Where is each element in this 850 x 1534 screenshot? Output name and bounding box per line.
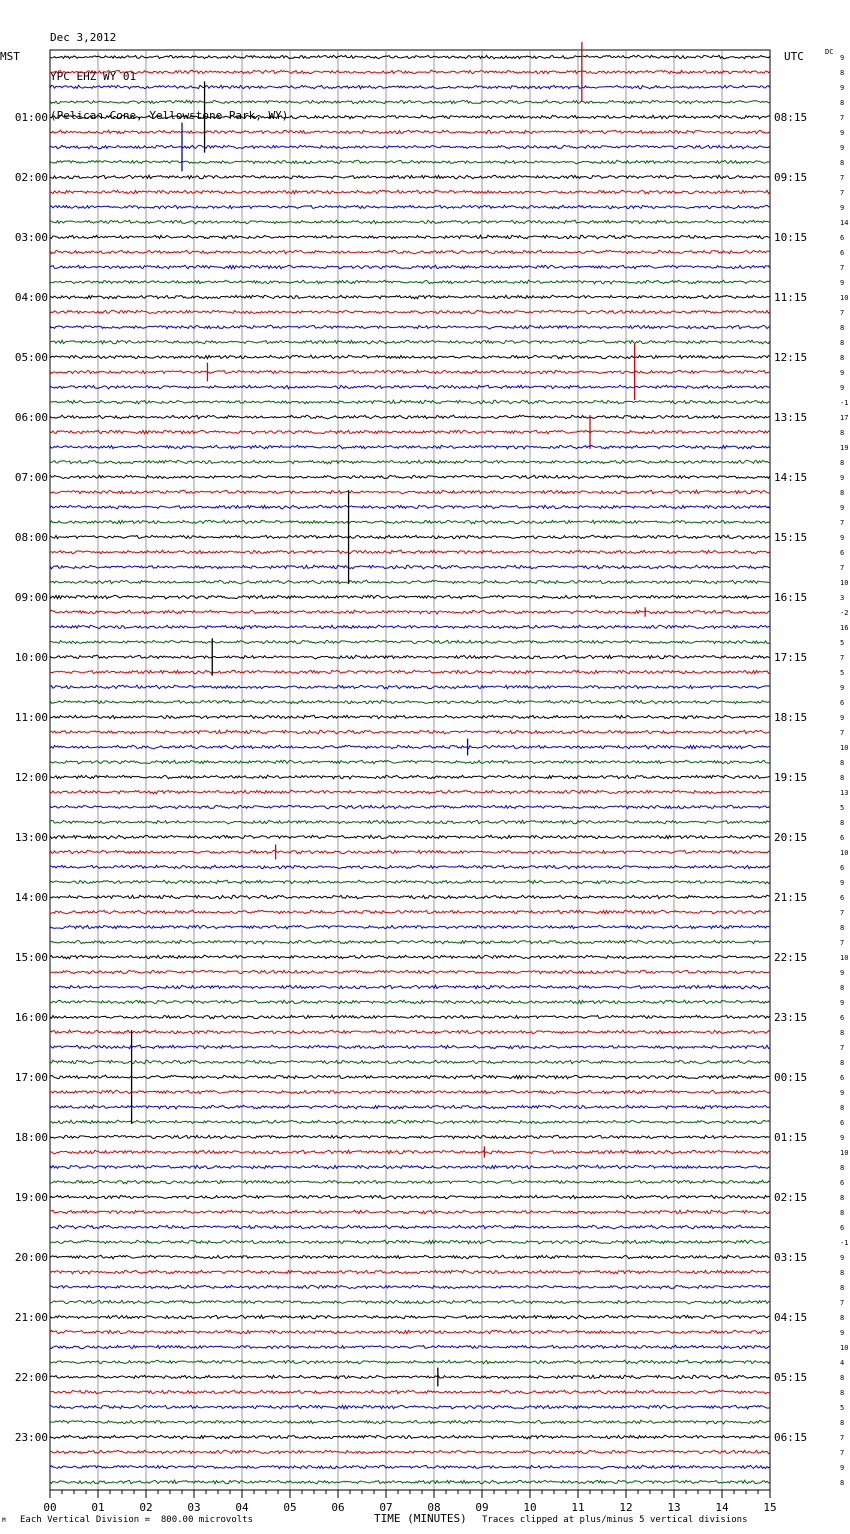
dc-offset-label: 8 [840, 819, 845, 827]
dc-offset-label: 6 [840, 1179, 845, 1187]
x-tick-label: 13 [667, 1501, 681, 1514]
seismic-trace [50, 520, 770, 524]
mst-hour-label: 05:00 [14, 351, 48, 364]
seismic-trace [50, 1360, 770, 1364]
dc-offset-label: 8 [840, 1164, 845, 1172]
seismic-trace [50, 970, 770, 974]
dc-offset-label: 9 [840, 474, 845, 482]
seismic-trace [50, 715, 770, 719]
seismic-trace [50, 130, 770, 134]
dc-offset-label: 8 [840, 159, 845, 167]
seismic-trace [50, 1420, 770, 1424]
mst-hour-label: 09:00 [14, 591, 48, 604]
mst-hour-label: 16:00 [14, 1011, 48, 1024]
seismic-trace [50, 565, 770, 569]
dc-offset-label: 9 [840, 969, 845, 977]
seismic-trace [50, 400, 770, 404]
dc-offset-label: 3 [840, 594, 845, 602]
mst-hour-label: 13:00 [14, 831, 48, 844]
dc-offset-label: 9 [840, 1329, 845, 1337]
dc-offset-label: 9 [840, 879, 845, 887]
x-tick-label: 07 [379, 1501, 393, 1514]
seismic-trace [50, 1435, 770, 1439]
mst-hour-label: 20:00 [14, 1251, 48, 1264]
x-axis-title: TIME (MINUTES) [374, 1512, 467, 1525]
dc-offset-label: 8 [840, 339, 845, 347]
seismic-trace [50, 1195, 770, 1199]
chart-date: Dec 3,2012 [50, 31, 117, 44]
mst-hour-label: 10:00 [14, 651, 48, 664]
seismic-trace [50, 1135, 770, 1139]
seismic-trace [50, 190, 770, 194]
seismic-trace [50, 1225, 770, 1229]
seismic-trace [50, 1165, 770, 1169]
x-tick-label: 00 [43, 1501, 57, 1514]
seismic-trace [50, 385, 770, 389]
dc-offset-label: -2 [840, 609, 849, 617]
seismic-trace [50, 805, 770, 809]
seismic-trace [50, 70, 770, 74]
dc-offset-label: 10 [840, 849, 849, 857]
dc-offset-label: 8 [840, 1374, 845, 1382]
clip-note: Traces clipped at plus/minus 5 vertical divisions [482, 1515, 748, 1525]
mst-hour-label: 19:00 [14, 1191, 48, 1204]
utc-hour-label: 03:15 [774, 1251, 808, 1264]
x-tick-label: 06 [331, 1501, 345, 1514]
dc-offset-label: 7 [840, 1299, 845, 1307]
seismic-trace [50, 1270, 770, 1274]
dc-offset-label: 13 [840, 789, 849, 797]
right-timezone-label: UTC [784, 50, 804, 63]
dc-offset-label: 8 [840, 924, 845, 932]
dc-offset-label: 6 [840, 1074, 845, 1082]
seismic-trace [50, 475, 770, 478]
utc-hour-label: 09:15 [774, 171, 808, 184]
mst-hour-label: 21:00 [14, 1311, 48, 1324]
dc-offset-label: 9 [840, 144, 845, 152]
mst-hour-label: 01:00 [14, 111, 48, 124]
seismic-trace [50, 670, 770, 674]
dc-offset-label: 8 [840, 1029, 845, 1037]
mst-hour-label: 08:00 [14, 531, 48, 544]
x-tick-label: 14 [715, 1501, 729, 1514]
seismic-trace [50, 850, 770, 854]
seismic-trace [50, 505, 770, 509]
seismic-trace [50, 1090, 770, 1094]
seismic-trace [50, 85, 770, 89]
dc-offset-label: 10 [840, 1149, 849, 1157]
seismic-trace [50, 790, 770, 794]
station-code: YPC EHZ WY 01 [50, 70, 137, 83]
seismic-trace [50, 1120, 770, 1124]
dc-offset-label: 17 [840, 414, 849, 422]
utc-hour-label: 18:15 [774, 711, 808, 724]
dc-offset-label: 9 [840, 1089, 845, 1097]
dc-offset-label: 7 [840, 519, 845, 527]
dc-offset-label: 7 [840, 309, 845, 317]
x-tick-label: 01 [91, 1501, 105, 1514]
mst-hour-label: 15:00 [14, 951, 48, 964]
dc-offset-label: 7 [840, 264, 845, 272]
dc-offset-label: 9 [840, 684, 845, 692]
dc-offset-label: 16 [840, 624, 849, 632]
dc-offset-label: 6 [840, 249, 845, 257]
seismic-trace [50, 490, 770, 494]
seismic-trace [50, 220, 770, 224]
seismic-trace [50, 55, 770, 59]
dc-offset-label: 8 [840, 489, 845, 497]
utc-hour-label: 04:15 [774, 1311, 808, 1324]
dc-offset-label: 9 [840, 714, 845, 722]
mst-hour-label: 17:00 [14, 1071, 48, 1084]
utc-hour-label: 12:15 [774, 351, 808, 364]
utc-hour-label: 14:15 [774, 471, 808, 484]
seismic-trace [50, 205, 770, 209]
seismic-trace [50, 310, 770, 313]
seismic-trace [50, 685, 770, 689]
dc-offset-label: 8 [840, 1479, 845, 1487]
dc-offset-label: 5 [840, 1404, 845, 1412]
seismic-trace [50, 985, 770, 989]
seismic-trace [50, 1000, 770, 1004]
seismic-trace [50, 250, 770, 254]
seismic-trace [50, 1285, 770, 1288]
seismic-trace [50, 1300, 770, 1304]
seismic-trace [50, 1240, 770, 1244]
seismic-trace [50, 1375, 770, 1379]
dc-offset-label: 8 [840, 759, 845, 767]
dc-offset-label: 6 [840, 1119, 845, 1127]
dc-offset-label: 6 [840, 549, 845, 557]
seismic-trace [50, 910, 770, 914]
dc-offset-label: 10 [840, 954, 849, 962]
seismic-trace [50, 640, 770, 643]
dc-offset-label: 6 [840, 234, 845, 242]
dc-offset-label: 14 [840, 219, 849, 227]
dc-offset-label: 9 [840, 369, 845, 377]
x-axis [43, 1490, 776, 1514]
dc-offset-label: 8 [840, 429, 845, 437]
dc-offset-label: 9 [840, 279, 845, 287]
seismic-trace [50, 1105, 770, 1109]
seismic-trace [50, 1015, 770, 1018]
dc-offset-label: 8 [840, 69, 845, 77]
dc-offset-label: 6 [840, 1014, 845, 1022]
dc-offset-label: 8 [840, 1059, 845, 1067]
dc-offset-label: 9 [840, 1464, 845, 1472]
utc-hour-label: 01:15 [774, 1131, 808, 1144]
dc-offset-label: 4 [840, 1359, 845, 1367]
utc-hour-label: 11:15 [774, 291, 808, 304]
utc-hour-label: 13:15 [774, 411, 808, 424]
seismic-trace [50, 655, 770, 659]
seismic-trace [50, 280, 770, 284]
seismic-trace [50, 625, 770, 629]
dc-offset-label: 7 [840, 1044, 845, 1052]
dc-offset-label: 8 [840, 774, 845, 782]
utc-hour-label: 02:15 [774, 1191, 808, 1204]
seismic-trace [50, 775, 770, 779]
seismic-trace [50, 745, 770, 749]
dc-offset-label: 8 [840, 1389, 845, 1397]
mst-hour-label: 14:00 [14, 891, 48, 904]
mst-hour-label: 18:00 [14, 1131, 48, 1144]
dc-offset-label: 9 [840, 999, 845, 1007]
seismic-trace [50, 925, 770, 929]
mst-hour-label: 04:00 [14, 291, 48, 304]
seismic-trace [50, 1405, 770, 1409]
x-tick-label: 02 [139, 1501, 153, 1514]
mst-hour-label: 22:00 [14, 1371, 48, 1384]
dc-offset-label: 7 [840, 654, 845, 662]
utc-hour-label: 10:15 [774, 231, 808, 244]
mst-hour-label: 02:00 [14, 171, 48, 184]
seismic-trace [50, 1255, 770, 1259]
dc-offset-label: 9 [840, 384, 845, 392]
seismic-trace [50, 895, 770, 899]
dc-offset-label: -1 [840, 1239, 849, 1247]
dc-offset-label: 9 [840, 1254, 845, 1262]
seismic-trace [50, 760, 770, 764]
seismic-trace [50, 175, 770, 179]
seismic-trace [50, 730, 770, 734]
utc-hour-label: 08:15 [774, 111, 808, 124]
seismic-trace [50, 1315, 770, 1319]
dc-offset-label: 10 [840, 579, 849, 587]
seismic-trace [50, 1210, 770, 1214]
seismic-trace [50, 235, 770, 239]
utc-hour-label: 19:15 [774, 771, 808, 784]
dc-offset-label: 8 [840, 1104, 845, 1112]
dc-offset-label: 8 [840, 1209, 845, 1217]
dc-offset-label: 8 [840, 354, 845, 362]
x-tick-label: 12 [619, 1501, 633, 1514]
dc-offset-label: 8 [840, 1314, 845, 1322]
dc-offset-label: 7 [840, 174, 845, 182]
seismic-trace [50, 370, 770, 374]
dc-offset-label: 9 [840, 129, 845, 137]
seismic-trace [50, 100, 770, 104]
corner-mark: M [2, 1517, 6, 1524]
seismic-trace [50, 1465, 770, 1469]
dc-offset-label: 9 [840, 84, 845, 92]
mst-hour-label: 03:00 [14, 231, 48, 244]
seismic-trace [50, 1180, 770, 1184]
seismic-trace [50, 880, 770, 884]
seismic-trace [50, 445, 770, 449]
dc-offset-label: 10 [840, 744, 849, 752]
seismic-trace [50, 460, 770, 464]
station-location: (Pelican Cone, Yellowstone Park, WY) [50, 109, 289, 122]
seismic-trace [50, 1480, 770, 1484]
seismic-trace [50, 160, 770, 164]
mst-hour-label: 06:00 [14, 411, 48, 424]
seismic-trace [50, 1390, 770, 1394]
dc-offset-label: 8 [840, 1284, 845, 1292]
seismic-trace [50, 430, 770, 434]
seismic-trace [50, 700, 770, 704]
left-timezone-label: MST [0, 50, 20, 63]
seismic-trace [50, 325, 770, 329]
utc-hour-label: 22:15 [774, 951, 808, 964]
dc-offset-label: 8 [840, 324, 845, 332]
seismic-trace [50, 1060, 770, 1064]
mst-hour-label: 07:00 [14, 471, 48, 484]
seismic-trace [50, 295, 770, 299]
dc-offset-label: 8 [840, 1419, 845, 1427]
dc-offset-label: 6 [840, 699, 845, 707]
scale-note: Each Vertical Division = 800.00 microvolts [20, 1515, 253, 1525]
dc-offset-label: 9 [840, 204, 845, 212]
seismic-trace [50, 1150, 770, 1154]
mst-hour-label: 12:00 [14, 771, 48, 784]
dc-offset-label: 7 [840, 939, 845, 947]
dc-offset-label: 5 [840, 639, 845, 647]
seismic-trace [50, 1075, 770, 1079]
dc-offset-label: 9 [840, 534, 845, 542]
x-tick-label: 11 [571, 1501, 585, 1514]
seismic-trace [50, 415, 770, 419]
utc-hour-label: 21:15 [774, 891, 808, 904]
dc-offset-label: 19 [840, 444, 849, 452]
utc-hour-label: 17:15 [774, 651, 808, 664]
dc-column-label: DC [825, 48, 834, 56]
mst-hour-label: 11:00 [14, 711, 48, 724]
seismic-trace [50, 580, 770, 584]
seismic-trace [50, 535, 770, 539]
utc-hour-label: 00:15 [774, 1071, 808, 1084]
dc-offset-label: 7 [840, 564, 845, 572]
seismic-trace [50, 265, 770, 269]
utc-hour-label: 16:15 [774, 591, 808, 604]
dc-offset-label: 10 [840, 1344, 849, 1352]
x-tick-label: 04 [235, 1501, 249, 1514]
seismic-trace [50, 820, 770, 824]
seismic-trace [50, 610, 770, 614]
seismic-trace [50, 955, 770, 959]
seismic-trace [50, 1330, 770, 1334]
x-tick-label: 09 [475, 1501, 489, 1514]
dc-offset-label: 6 [840, 894, 845, 902]
dc-offset-label: 7 [840, 1449, 845, 1457]
utc-hour-label: 23:15 [774, 1011, 808, 1024]
seismic-trace [50, 1030, 770, 1034]
dc-offset-label: 9 [840, 1134, 845, 1142]
x-tick-label: 15 [763, 1501, 777, 1514]
dc-offset-label: 9 [840, 54, 845, 62]
mst-hour-label: 23:00 [14, 1431, 48, 1444]
dc-offset-label: 8 [840, 459, 845, 467]
seismic-trace [50, 115, 770, 119]
seismic-trace [50, 1045, 770, 1049]
seismic-trace [50, 355, 770, 359]
dc-offset-label: 7 [840, 729, 845, 737]
dc-offset-label: 7 [840, 1434, 845, 1442]
dc-offset-label: 10 [840, 294, 849, 302]
dc-offset-label: 8 [840, 984, 845, 992]
dc-offset-label: 5 [840, 804, 845, 812]
x-tick-label: 05 [283, 1501, 297, 1514]
x-tick-label: 08 [427, 1501, 441, 1514]
dc-offset-label: 6 [840, 1224, 845, 1232]
dc-offset-label: 6 [840, 834, 845, 842]
dc-offset-label: 7 [840, 909, 845, 917]
x-tick-label: 10 [523, 1501, 537, 1514]
utc-hour-label: 20:15 [774, 831, 808, 844]
seismic-trace [50, 865, 770, 869]
x-tick-label: 03 [187, 1501, 201, 1514]
dc-offset-label: -1 [840, 399, 849, 407]
seismic-trace [50, 145, 770, 149]
trace-group [50, 42, 770, 1484]
dc-offset-label: 8 [840, 99, 845, 107]
utc-hour-label: 05:15 [774, 1371, 808, 1384]
dc-offset-label: 7 [840, 114, 845, 122]
seismic-trace [50, 1345, 770, 1349]
seismic-trace [50, 940, 770, 944]
dc-offset-label: 8 [840, 1269, 845, 1277]
seismic-trace [50, 835, 770, 839]
dc-offset-label: 7 [840, 189, 845, 197]
utc-hour-label: 06:15 [774, 1431, 808, 1444]
utc-hour-label: 15:15 [774, 531, 808, 544]
dc-offset-label: 9 [840, 504, 845, 512]
seismic-trace [50, 340, 770, 344]
seismic-trace [50, 595, 770, 599]
seismic-trace [50, 550, 770, 554]
dc-offset-label: 6 [840, 864, 845, 872]
seismic-trace [50, 1450, 770, 1453]
dc-offset-label: 5 [840, 669, 845, 677]
dc-offset-label: 8 [840, 1194, 845, 1202]
